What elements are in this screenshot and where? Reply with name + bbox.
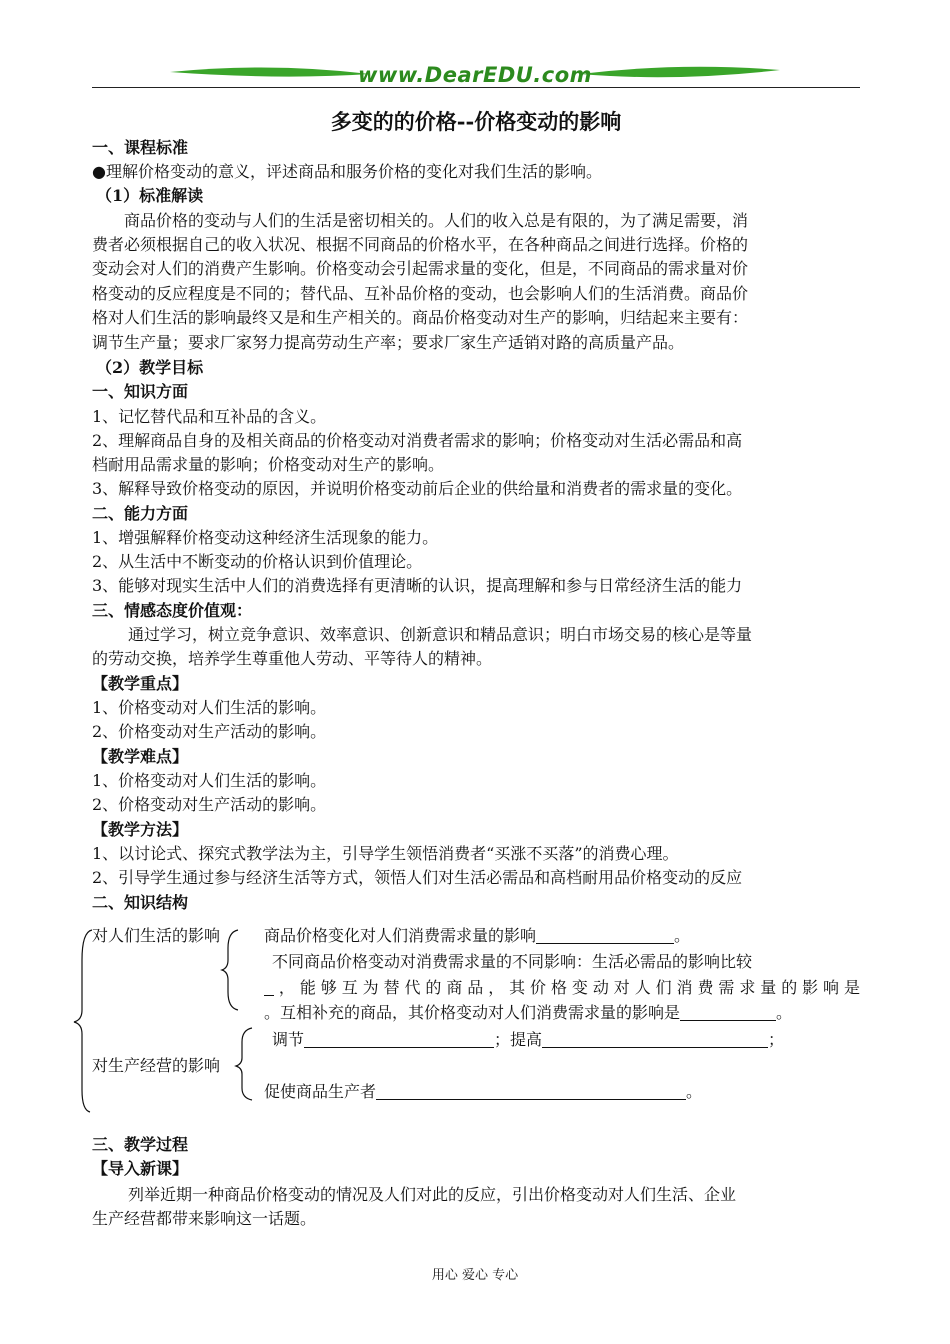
paragraph-line: 的劳动交换，培养学生尊重他人劳动、平等待人的精神。 [92, 649, 493, 668]
paragraph-line: 生产经营都带来影响这一话题。 [92, 1209, 317, 1228]
list-item: 2、价格变动对生产活动的影响。 [92, 722, 327, 741]
structure-text: 。 [776, 1003, 793, 1022]
structure-life-item: 不同商品价格变动对消费需求量的不同影响：生活必需品的影响比较 [272, 952, 753, 971]
paragraph-line: 费者必须根据自己的收入状况、根据不同商品的价格水平，在各种商品之间进行选择。价格的 [92, 235, 749, 254]
header-logo [170, 58, 780, 94]
structure-text: 。 [674, 926, 691, 945]
section-heading: 三、教学过程 [92, 1135, 189, 1154]
paragraph-line: 列举近期一种商品价格变动的情况及人们对此的反应，引出价格变动对人们生活、企业 [128, 1185, 737, 1204]
structure-life-item [264, 976, 860, 1000]
blank-line [542, 1031, 768, 1048]
list-item: 1、以讨论式、探究式教学法为主，引导学生领悟消费者“买涨不买落”的消费心理。 [92, 844, 679, 863]
structure-prod-item [272, 1028, 784, 1052]
section-heading: 一、知识方面 [92, 382, 189, 401]
paragraph-line: 变动会对人们的消费产生影响。价格变动会引起需求量的变化，但是，不同商品的需求量对价 [92, 259, 749, 278]
paragraph-line: 格对人们生活的影响最终又是和生产相关的。商品价格变动对生产的影响，归结起来主要有： [92, 308, 749, 327]
list-item: 2、引导学生通过参与经济生活等方式，领悟人们对生活必需品和高档耐用品价格变动的反应 [92, 868, 743, 887]
structure-text: 促使商品生产者 [264, 1082, 377, 1101]
structure-prod-label: 对生产经营的影响 [92, 1056, 221, 1075]
section-heading: 一、课程标准 [92, 138, 189, 157]
list-item: 1、增强解释价格变动这种经济生活现象的能力。 [92, 528, 439, 547]
section-heading: 【教学难点】 [92, 747, 189, 766]
bullet-line: ●理解价格变动的意义，评述商品和服务价格的变化对我们生活的影响。 [92, 162, 602, 181]
structure-text: ； [768, 1030, 785, 1049]
paragraph-line: 通过学习，树立竞争意识、效率意识、创新意识和精品意识；明白市场交易的核心是等量 [128, 625, 753, 644]
list-item: 2、理解商品自身的及相关商品的价格变动对消费者需求的影响；价格变动对生活必需品和高 [92, 431, 743, 450]
blank-line [536, 927, 674, 944]
sub-heading: （2）教学目标 [96, 358, 204, 377]
section-heading: 【导入新课】 [92, 1159, 189, 1178]
structure-text: ， [274, 978, 300, 997]
structure-text: 互相补充的商品，其价格变动对人们消费需求量的影响是 [280, 1003, 681, 1022]
structure-life-item [264, 1001, 792, 1025]
list-item: 档耐用品需求量的影响；价格变动对生产的影响。 [92, 455, 445, 474]
structure-text: 能够互为替代的商品，其价格变动对人们消费需求量的影响是 [299, 978, 860, 997]
list-item: 3、能够对现实生活中人们的消费选择有更清晰的认识，提高理解和参与日常经济生活的能力 [92, 576, 743, 595]
structure-life-item [264, 924, 690, 948]
list-item: 1、记忆替代品和互补品的含义。 [92, 407, 327, 426]
section-heading: 三、情感态度价值观： [92, 601, 253, 620]
blank-line [264, 979, 274, 996]
paragraph-line: 格变动的反应程度是不同的；替代品、互补品价格的变动，也会影响人们的生活消费。商品价 [92, 284, 749, 303]
structure-prod-item [264, 1080, 702, 1104]
section-heading: 二、能力方面 [92, 504, 189, 523]
sub-heading: （1）标准解读 [96, 186, 204, 205]
header-rule [92, 87, 860, 88]
blank-line [680, 1004, 776, 1021]
structure-text: 。 [686, 1082, 703, 1101]
structure-text: 调节 [272, 1030, 305, 1049]
structure-braces [70, 920, 270, 1120]
section-heading: 二、知识结构 [92, 893, 189, 912]
list-item: 3、解释导致价格变动的原因，并说明价格变动前后企业的供给量和消费者的需求量的变化。 [92, 479, 743, 498]
paragraph-line: 调节生产量；要求厂家努力提高劳动生产率；要求厂家生产适销对路的高质量产品。 [92, 333, 685, 352]
structure-text: 。 [264, 1003, 281, 1022]
section-heading: 【教学重点】 [92, 674, 189, 693]
page-title: 多变的的价格--价格变动的影响 [330, 109, 622, 134]
list-item: 2、从生活中不断变动的价格认识到价值理论。 [92, 552, 423, 571]
blank-line [376, 1083, 686, 1100]
list-item: 1、价格变动对人们生活的影响。 [92, 771, 327, 790]
structure-text: ；提高 [494, 1030, 543, 1049]
page-footer: 用心 爱心 专心 [431, 1268, 519, 1283]
logo-text: www.DearEDU.com [357, 63, 593, 87]
list-item: 2、价格变动对生产活动的影响。 [92, 795, 327, 814]
structure-life-label: 对人们生活的影响 [92, 926, 221, 945]
section-heading: 【教学方法】 [92, 820, 189, 839]
structure-text: 商品价格变化对人们消费需求量的影响 [264, 926, 537, 945]
blank-line [304, 1031, 494, 1048]
paragraph-line: 商品价格的变动与人们的生活是密切相关的。人们的收入总是有限的，为了满足需要，消 [124, 211, 749, 230]
list-item: 1、价格变动对人们生活的影响。 [92, 698, 327, 717]
